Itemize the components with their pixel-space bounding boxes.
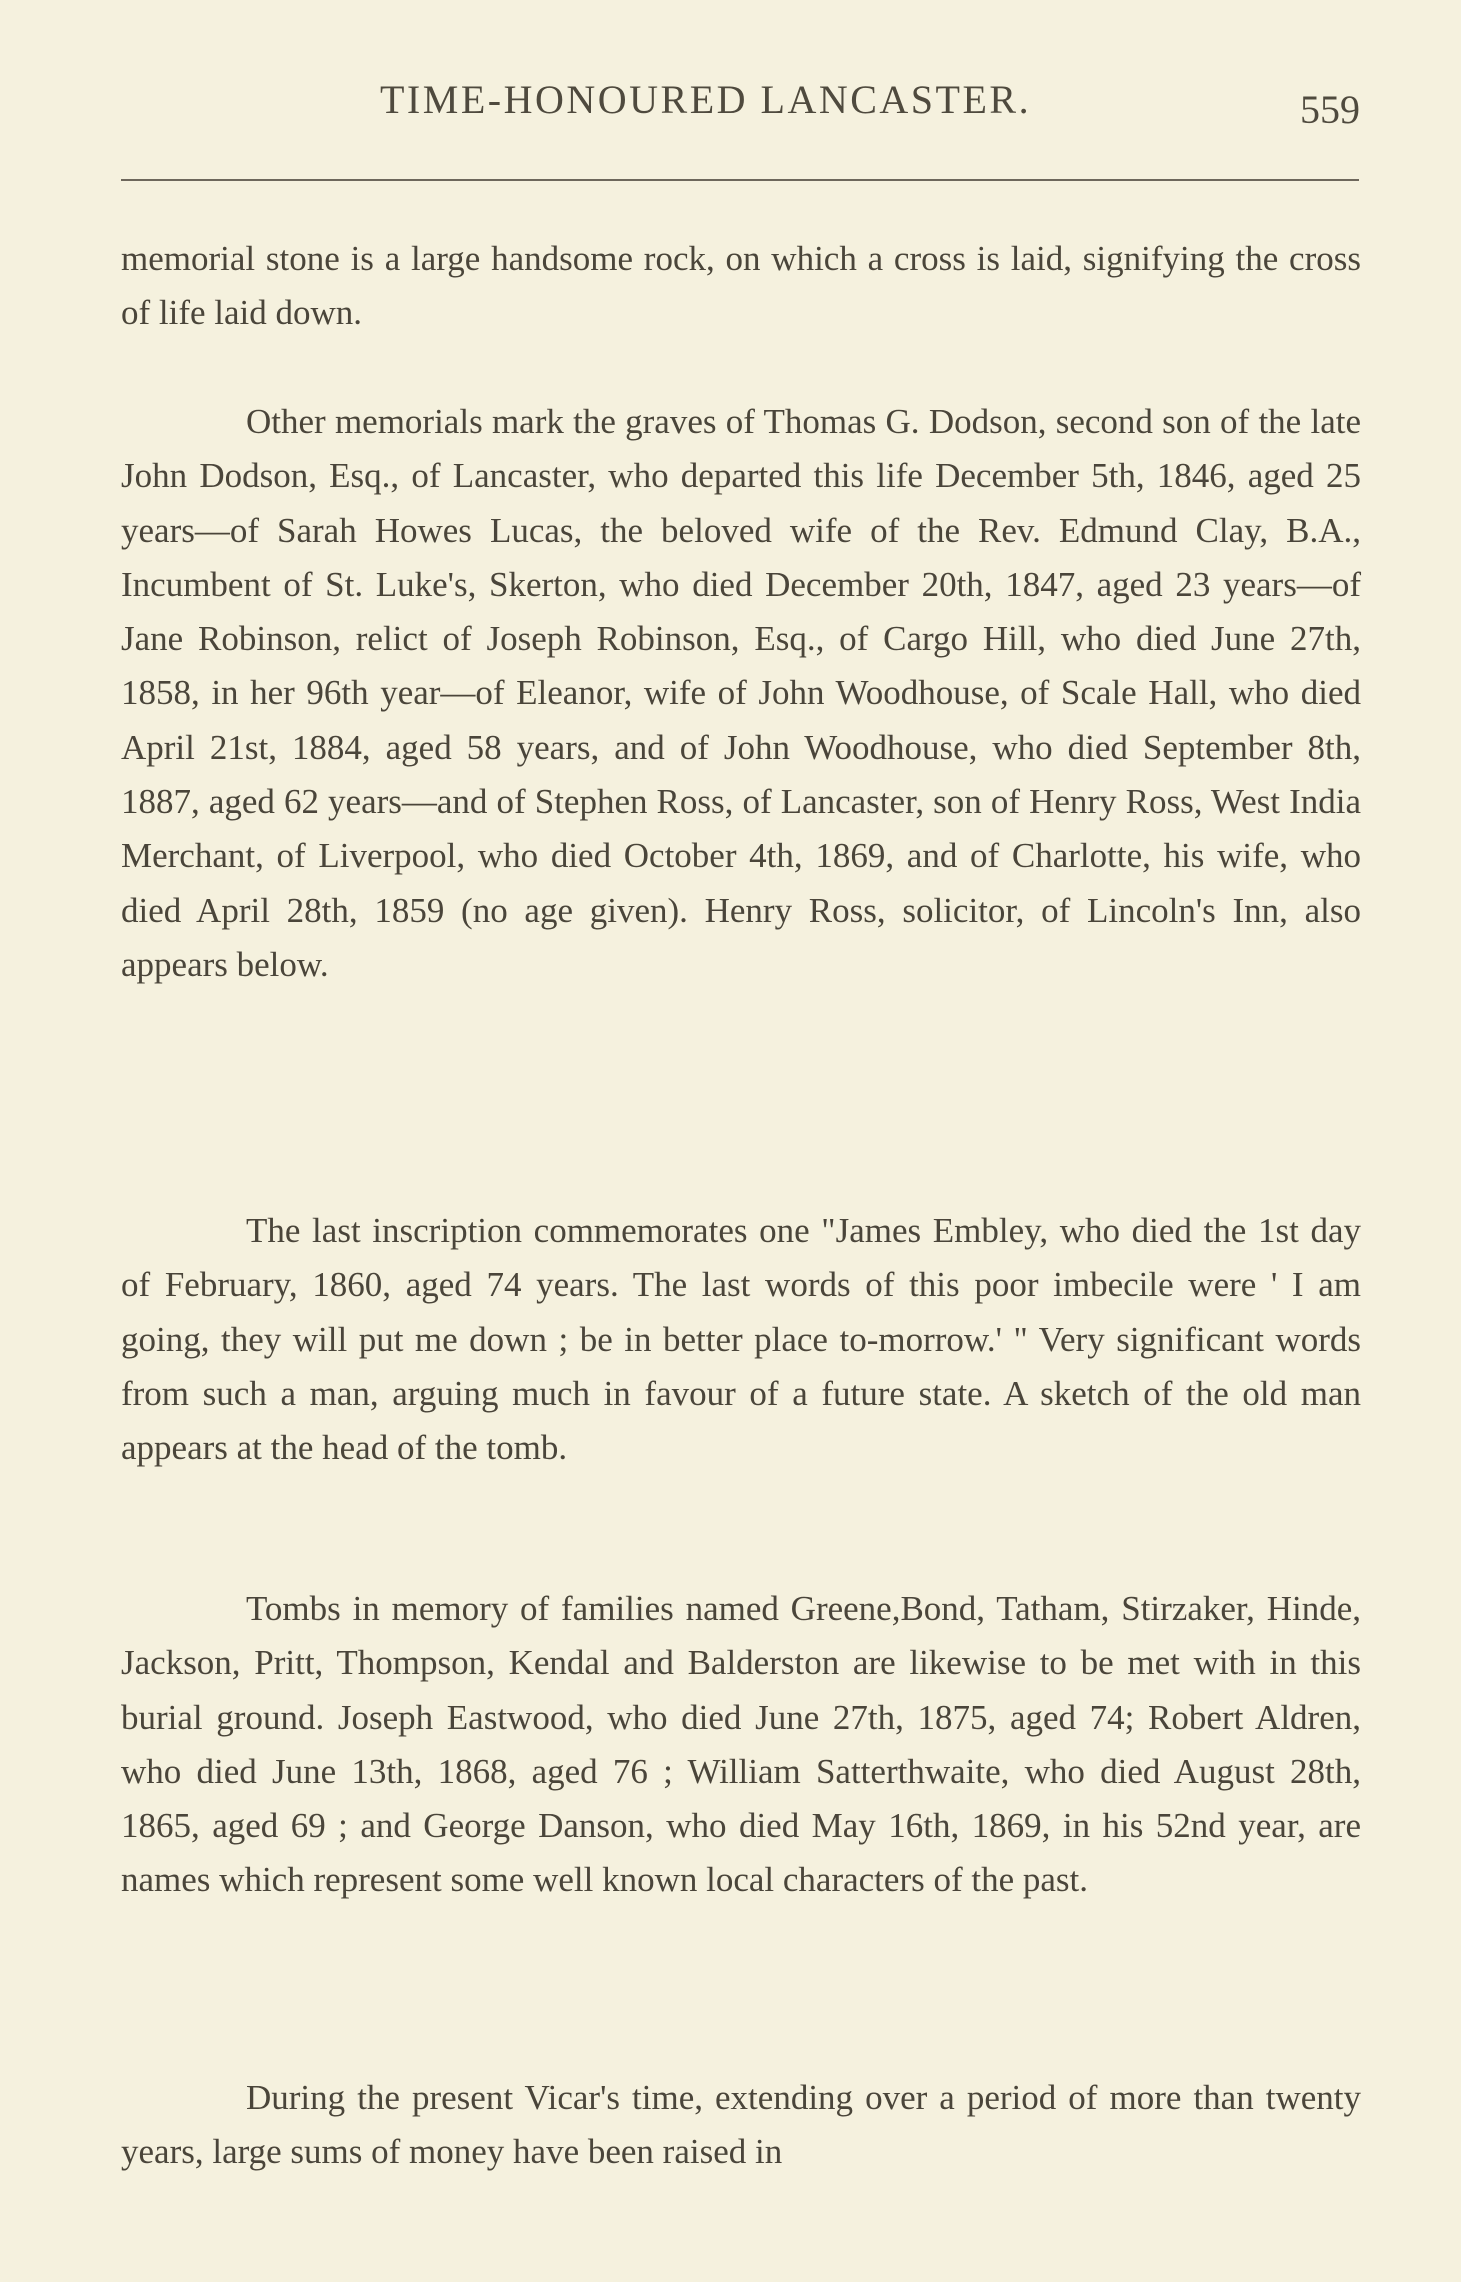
page-number: 559 [1300, 87, 1360, 132]
paragraph-text: memorial stone is a large handsome rock, on which a cross is laid, signifying the cross of life laid down. [121, 239, 1361, 333]
paragraph-memorials [121, 395, 1361, 992]
header-rule [121, 179, 1359, 181]
running-title: TIME-HONOURED LANCASTER. [380, 77, 1032, 122]
paragraph-text: Other memorials mark the graves of Thomas G. Dodson, second son of the late John Dodson, Esq., of Lancaster, who departed this life December 5th, 1846, aged 25 years—of Sarah Howes Lucas, the beloved wife of the Rev. Edmund Clay, B.A., Incumbent of St. Luke's, Skerton, who died December 20th, 1847, aged 23 years—of Jane Robinson, relict of Joseph Robinson, Esq., of Cargo Hill, who died June 27th, 1858, in her 96th year—of Eleanor, wife of John Woodhouse, of Scale Hall, who died April 21st, 1884, aged 58 years, and of John Woodhouse, who died September 8th, 1887, aged 62 years—and of Stephen Ross, of Lancaster, son of Henry Ross, West India Merchant, of Liverpool, who died October 4th, 1869, and of Charlotte, his wife, who died April 28th, 1859 (no age given). Henry Ross, solicitor, of Lincoln's Inn, also appears below. [121, 402, 1361, 984]
paragraph-tombs [121, 1582, 1361, 1908]
paragraph-vicar [121, 2071, 1361, 2180]
paragraph-text: The last inscription commemorates one "James Embley, who died the 1st day of February, 1860, aged 74 years. The last words of this poor imbecile were ' I am going, they will put me down ; be in better place to-morrow.' " Very significant words from such a man, arguing much in favour of a future state. A sketch of the old man appears at the head of the tomb. [121, 1211, 1361, 1468]
paragraph-text: Tombs in memory of families named Greene,Bond, Tatham, Stirzaker, Hinde, Jackson, Pritt, Thompson, Kendal and Balderston are likewise to be met with in this burial ground. Joseph Eastwood, who died June 27th, 1875, aged 74; Robert Aldren, who died June 13th, 1868, aged 76 ; William Satterthwaite, who died August 28th, 1865, aged 69 ; and George Danson, who died May 16th, 1869, in his 52nd year, are names which represent some well known local characters of the past. [121, 1589, 1361, 1900]
paragraph-text: During the present Vicar's time, extending over a period of more than twenty years, large sums of money have been raised in [121, 2078, 1361, 2172]
paragraph-last-inscription [121, 1204, 1361, 1475]
paragraph-continued [121, 232, 1361, 341]
